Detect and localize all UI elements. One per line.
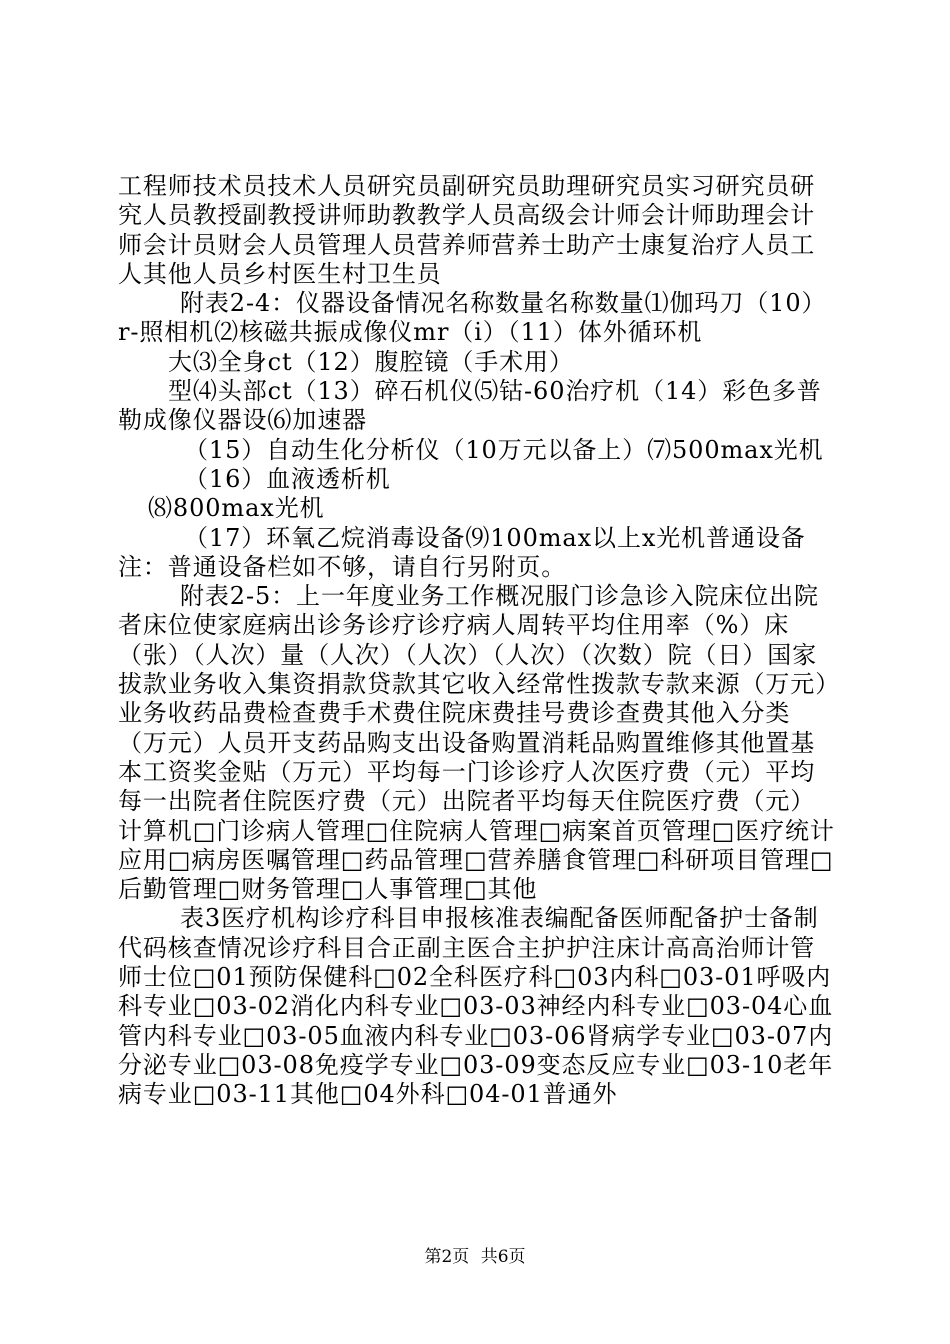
paragraph-table-3: 表3医疗机构诊疗科目申报核准表编配备医师配备护士备制代码核查情况诊疗科目合正副主医合主护护注床计高高治师计管师士位□01预防保健科□02全科医疗科□03内科□03-01呼吸内科专业□03-02消化内科专业□03-03神经内科专业□03-04心血管内科专业□03-05血液内科专业□03-06肾病学专业□03-07内分泌专业□03-08免疫学专业□03-09变态反应专业□03-10老年病专业□03-11其他□04外科□04-01普通外 <box>118 904 834 1109</box>
paragraph-equipment-8: ⑻800max光机 <box>148 494 325 523</box>
paragraph-equipment-type: 型⑷头部ct（13）碎石机仪⑸钴-60治疗机（14）彩色多普勒成像仪器设⑹加速器 <box>118 377 822 435</box>
paragraph-appendix-2-5: 附表2-5：上一年度业务工作概况服门诊急诊入院床位出院者床位使家庭病出诊务诊疗诊疗病人周转平均住用率（%）床（张）（人次）量（人次）（人次）（人次）（次数）院（日）国家拔款业务收入集资捐款贷款其它收入经常性拨款专款来源（万元）业务收药品费检查费手术费住院床费挂号费诊查费其他入分类（万元）人员开支药品购支出设备购置消耗品购置维修其他置基本工资奖金贴（万元）平均每一门诊诊疗人次医疗费（元）平均每一出院者住院医疗费（元）出院者平均每天住院医疗费（元）计算机□门诊病人管理□住院病人管理□病案首页管理□医疗统计应用□病房医嘱管理□药品管理□营养膳食管理□科研项目管理□后勤管理□财务管理□人事管理□其他 <box>118 582 835 904</box>
paragraph-appendix-2-4: 附表2-4：仪器设备情况名称数量名称数量⑴伽玛刀（10）r-照相机⑵核磁共振成像仪mr（i）（11）体外循环机 <box>118 289 827 347</box>
paragraph-equipment-15: （15）自动生化分析仪（10万元以备上）⑺500max光机 <box>184 435 824 464</box>
body-text <box>118 172 838 1110</box>
paragraph-staff-list: 工程师技术员技术人员研究员副研究员助理研究员实习研究员研究人员教授副教授讲师助教教学人员高级会计师会计师助理会计师会计员财会人员管理人员营养师营养士助产士康复治疗人员工人其他人员乡村医生村卫生员 <box>118 172 816 288</box>
paragraph-equipment-large: 大⑶全身ct（12）腹腔镜（手术用） <box>168 347 574 376</box>
paragraph-equipment-17: （17）环氧乙烷消毒设备⑼100max以上x光机普通设备注：普通设备栏如不够，请自行另附页。 <box>118 523 806 581</box>
page-footer: 第2页 共6页 <box>424 1247 526 1267</box>
paragraph-equipment-16: （16）血液透析机 <box>184 464 391 493</box>
